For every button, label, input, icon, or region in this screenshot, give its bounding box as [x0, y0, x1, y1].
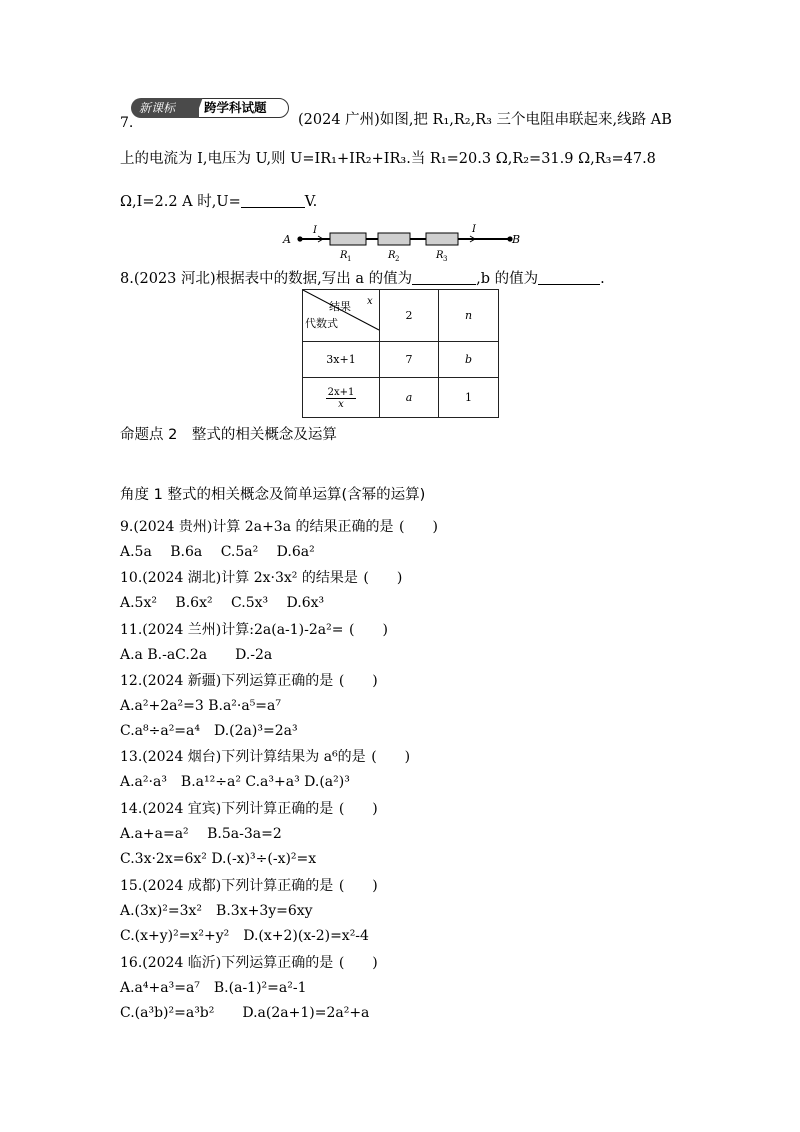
q11-text: 11.(2024 兰州)计算:2a(a-1)-2a²=	[120, 622, 344, 638]
value-table	[302, 289, 499, 418]
q7-line1: (2024 广州)如图,把 R₁,R₂,R₃ 三个电阻串联起来,线路 AB	[298, 112, 672, 128]
q11-stem	[120, 621, 393, 639]
q9-stem	[120, 518, 444, 536]
q7-line3-unit: V.	[304, 194, 318, 210]
q9-text: 9.(2024 贵州)计算 2a+3a 的结果正确的是	[120, 519, 394, 535]
label-a: A	[283, 233, 291, 246]
corner-bottom-label: 代数式	[305, 317, 338, 330]
q14-options-1: A.a+a=a² B.5a-3a=2	[120, 826, 282, 842]
label-r2: R	[388, 250, 396, 261]
label-i-left: I	[313, 225, 317, 236]
q8-blank-b[interactable]	[538, 270, 600, 285]
series-circuit-diagram	[280, 222, 520, 264]
header-cell-2: 2	[380, 290, 439, 342]
label-b: B	[512, 233, 520, 246]
q15-text: 15.(2024 成都)下列计算正确的是	[120, 878, 334, 894]
label-r3: R	[436, 250, 444, 261]
q10-stem	[120, 569, 408, 587]
row2-label	[303, 378, 380, 418]
q8-text-c: .	[600, 271, 605, 287]
q15-stem	[120, 877, 383, 895]
q13-stem	[120, 748, 416, 766]
corner-top-label: 结果	[329, 300, 351, 313]
label-r1-sub: 1	[347, 255, 352, 263]
resistor-r3	[426, 233, 458, 245]
q10-answer-paren[interactable]: ( )	[363, 570, 403, 586]
q8-prompt	[120, 270, 605, 288]
label-r2-sub: 2	[395, 255, 400, 263]
q16-text: 16.(2024 临沂)下列运算正确的是	[120, 955, 334, 971]
q7-answer-blank[interactable]	[241, 193, 305, 208]
q14-options-2: C.3x·2x=6x² D.(-x)³÷(-x)²=x	[120, 851, 317, 867]
table-corner-cell	[303, 290, 380, 342]
q13-options: A.a²·a³ B.a¹²÷a² C.a³+a³ D.(a²)³	[120, 774, 350, 790]
q8-blank-a[interactable]	[412, 270, 476, 285]
q12-options-2: C.a⁸÷a²=a⁴ D.(2a)³=2a³	[120, 723, 298, 739]
section-title: 命题点 2 整式的相关概念及运算	[120, 427, 337, 443]
row1-col1: 7	[380, 342, 439, 378]
row2-col1: a	[380, 378, 439, 418]
row2-numerator: 2x+1	[327, 387, 355, 398]
row2-fraction	[326, 387, 357, 410]
q15-options-1: A.(3x)²=3x² B.3x+3y=6xy	[120, 903, 313, 919]
section-subtitle: 角度 1 整式的相关概念及简单运算(含幂的运算)	[120, 487, 426, 503]
tag-new-curriculum: 新课标	[131, 98, 199, 118]
row1-label: 3x+1	[303, 342, 380, 378]
q15-options-2: C.(x+y)²=x²+y² D.(x+2)(x-2)=x²-4	[120, 928, 369, 944]
q13-text: 13.(2024 烟台)下列计算结果为 a⁶的是	[120, 749, 366, 765]
row1-col2: b	[439, 342, 499, 378]
q10-text: 10.(2024 湖北)计算 2x·3x² 的结果是	[120, 570, 358, 586]
q12-text: 12.(2024 新疆)下列运算正确的是	[120, 673, 334, 689]
q12-options-1: A.a²+2a²=3 B.a²·a⁵=a⁷	[120, 698, 281, 714]
header-cell-n: n	[439, 290, 499, 342]
q14-text: 14.(2024 宜宾)下列计算正确的是	[120, 801, 334, 817]
q16-options-2: C.(a³b)²=a³b² D.a(2a+1)=2a²+a	[120, 1005, 370, 1021]
row2-denominator: x	[338, 399, 344, 410]
q7-line3	[120, 193, 317, 211]
q8-text-b: ,b 的值为	[476, 271, 539, 287]
q11-options: A.a B.-aC.2a D.-2a	[120, 647, 273, 663]
resistor-r1	[330, 233, 366, 245]
q13-answer-paren[interactable]: ( )	[371, 749, 411, 765]
label-i-right: I	[472, 224, 476, 235]
q16-options-1: A.a⁴+a³=a⁷ B.(a-1)²=a²-1	[120, 980, 307, 996]
q14-stem	[120, 800, 383, 818]
q9-answer-paren[interactable]: ( )	[399, 519, 438, 535]
resistor-r2	[378, 233, 410, 245]
q12-answer-paren[interactable]: ( )	[338, 673, 378, 689]
q7-line2: 上的电流为 I,电压为 U,则 U=IR₁+IR₂+IR₃.当 R₁=20.3 Ω,R₂=31.9 Ω,R₃=47.8	[120, 151, 656, 167]
label-r1: R	[340, 250, 348, 261]
point-a-dot	[297, 236, 302, 241]
q7-line3-text: Ω,I=2.2 A 时,U=	[120, 194, 241, 210]
q11-answer-paren[interactable]: ( )	[349, 622, 388, 638]
q14-answer-paren[interactable]: ( )	[338, 801, 378, 817]
tag-cross-discipline: 跨学科试题	[193, 98, 289, 118]
new-curriculum-tag	[131, 98, 289, 118]
corner-x-label: x	[367, 296, 373, 307]
row2-col2: 1	[439, 378, 499, 418]
q16-answer-paren[interactable]: ( )	[338, 955, 378, 971]
label-r3-sub: 3	[443, 255, 448, 263]
q12-stem	[120, 672, 383, 690]
q9-options: A.5a B.6a C.5a² D.6a²	[120, 544, 315, 560]
q8-text-a: 8.(2023 河北)根据表中的数据,写出 a 的值为	[120, 271, 413, 287]
q7-number: 7.	[120, 115, 134, 131]
q10-options: A.5x² B.6x² C.5x³ D.6x³	[120, 595, 325, 611]
q16-stem	[120, 954, 383, 972]
q15-answer-paren[interactable]: ( )	[338, 878, 378, 894]
